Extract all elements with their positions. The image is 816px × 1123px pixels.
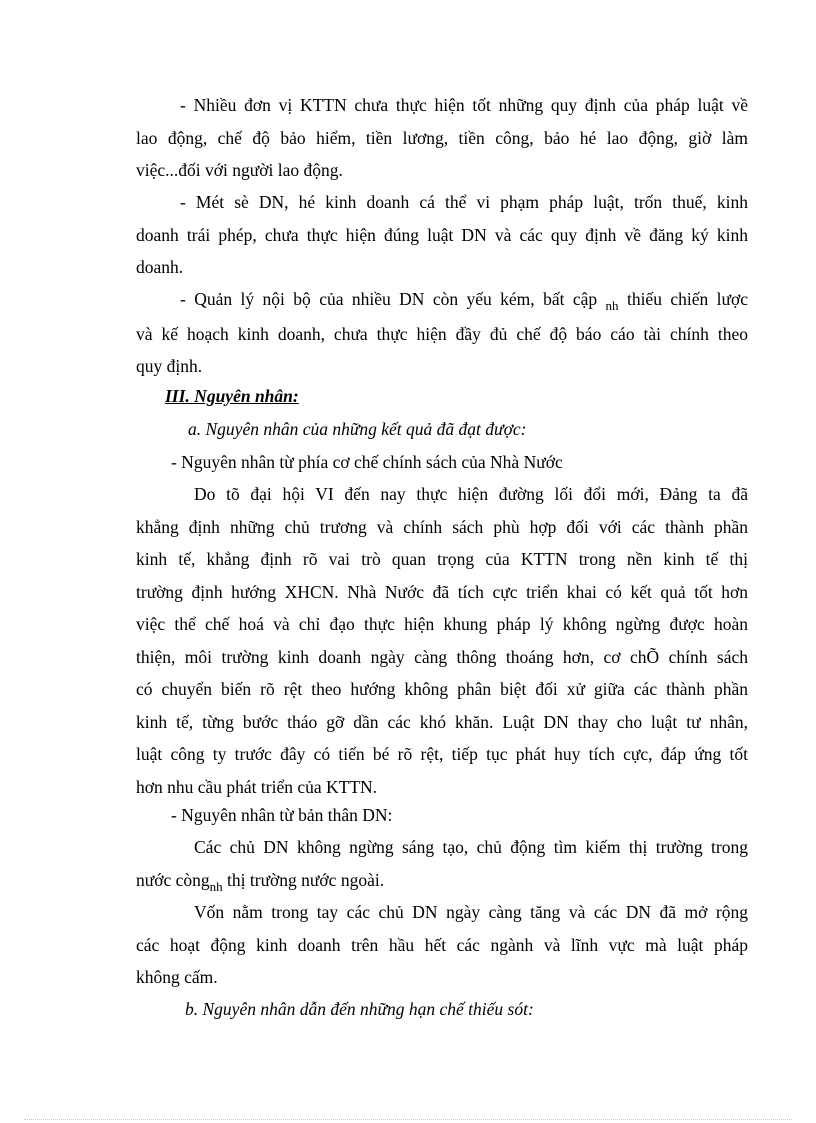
subsection-heading-b: b. Nguyên nhân dẫn đến những hạn chế thiếu sót:: [185, 999, 534, 1019]
text-line: lao động, chế độ bảo hiểm, tiền lương, tiền công, bảo hé lao động, giờ làm: [136, 127, 748, 148]
text-line: Do tõ đại hội VI đến nay thực hiện đường lối đổi mới, Đảng ta đã: [194, 484, 748, 504]
text-line: và kế hoạch kinh doanh, chưa thực hiện đầy đủ chế độ báo cáo tài chính theo: [136, 323, 748, 344]
text-line: có chuyển biến rõ rệt theo hướng không phân biệt đối xử giữa các thành phần: [136, 679, 748, 699]
text-line: khẳng định những chủ trương và chính sách phù hợp đối với các thành phần: [136, 516, 748, 537]
text-line: không cấm.: [136, 967, 218, 987]
text-segment: thị trường nước ngoài.: [227, 869, 385, 890]
text-segment: - Quản lý nội bộ của nhiều DN còn yếu kém, bất cập: [180, 289, 598, 309]
text-segment: thiếu chiến lược: [626, 289, 749, 309]
section-heading: III. Nguyên nhân:: [165, 386, 299, 406]
text-line: hơn nhu cầu phát triển của KTTN.: [136, 776, 378, 797]
subsection-heading-a: a. Nguyên nhân của những kết quả đã đạt được:: [188, 419, 527, 439]
text-line: việc thể chế hoá và chỉ đạo thực hiện khung pháp lý không ngừng được hoàn: [136, 614, 748, 634]
footer-divider: [24, 1119, 792, 1120]
text-line: trường định hướng XHCN. Nhà Nước đã tích cực triển khai có kết quả tốt hơn: [136, 581, 748, 602]
paragraph-enterprise-capital: [136, 896, 748, 994]
paragraph-enterprise-creativity: [136, 831, 748, 898]
text-segment: nước còng: [136, 869, 210, 890]
text-line: kinh tế, khẳng định rõ vai trò quan trọng của KTTN trong nền kinh tế thị: [136, 549, 748, 569]
text-line: [136, 864, 748, 899]
paragraph-law-violations: [136, 186, 748, 284]
text-line: quy định.: [136, 356, 203, 376]
text-line: - Mét sè DN, hé kinh doanh cá thể vi phạm pháp luật, trốn thuế, kinh: [180, 192, 748, 212]
paragraph-internal-management: [136, 283, 748, 383]
text-line: thiện, môi trường kinh doanh ngày càng thông thoáng hơn, cơ chÕ chính sách: [136, 646, 748, 667]
text-line: [136, 283, 748, 318]
text-line: doanh trái phép, chưa thực hiện đúng luật DN và các quy định về đăng ký kinh: [136, 224, 748, 245]
text-line: luật công ty trước đây có tiến bé rõ rệt, tiếp tục phát huy tích cực, đáp ứng tốt: [136, 744, 748, 764]
inline-fragment: nh: [605, 298, 619, 313]
paragraph-policy-cause: [136, 478, 748, 803]
text-line: doanh.: [136, 257, 184, 277]
inline-fragment: nh: [209, 878, 223, 894]
paragraph-labor-violations: [136, 89, 748, 187]
text-line: Vốn nằm trong tay các chủ DN ngày càng tăng và các DN đã mở rộng: [194, 902, 748, 922]
list-item-enterprise-cause: - Nguyên nhân từ bản thân DN:: [171, 805, 393, 825]
text-line: các hoạt động kinh doanh trên hầu hết các ngành và lĩnh vực mà luật pháp: [136, 934, 748, 955]
text-line: kinh tế, từng bước tháo gỡ dần các khó khăn. Luật DN thay cho luật tư nhân,: [136, 711, 748, 732]
text-line: việc...đối với người lao động.: [136, 160, 343, 180]
text-line: Các chủ DN không ngừng sáng tạo, chủ động tìm kiếm thị trường trong: [194, 837, 748, 857]
text-line: - Nhiều đơn vị KTTN chưa thực hiện tốt những quy định của pháp luật về: [180, 95, 748, 115]
list-item-policy-cause: - Nguyên nhân từ phía cơ chế chính sách của Nhà Nước: [171, 452, 563, 472]
